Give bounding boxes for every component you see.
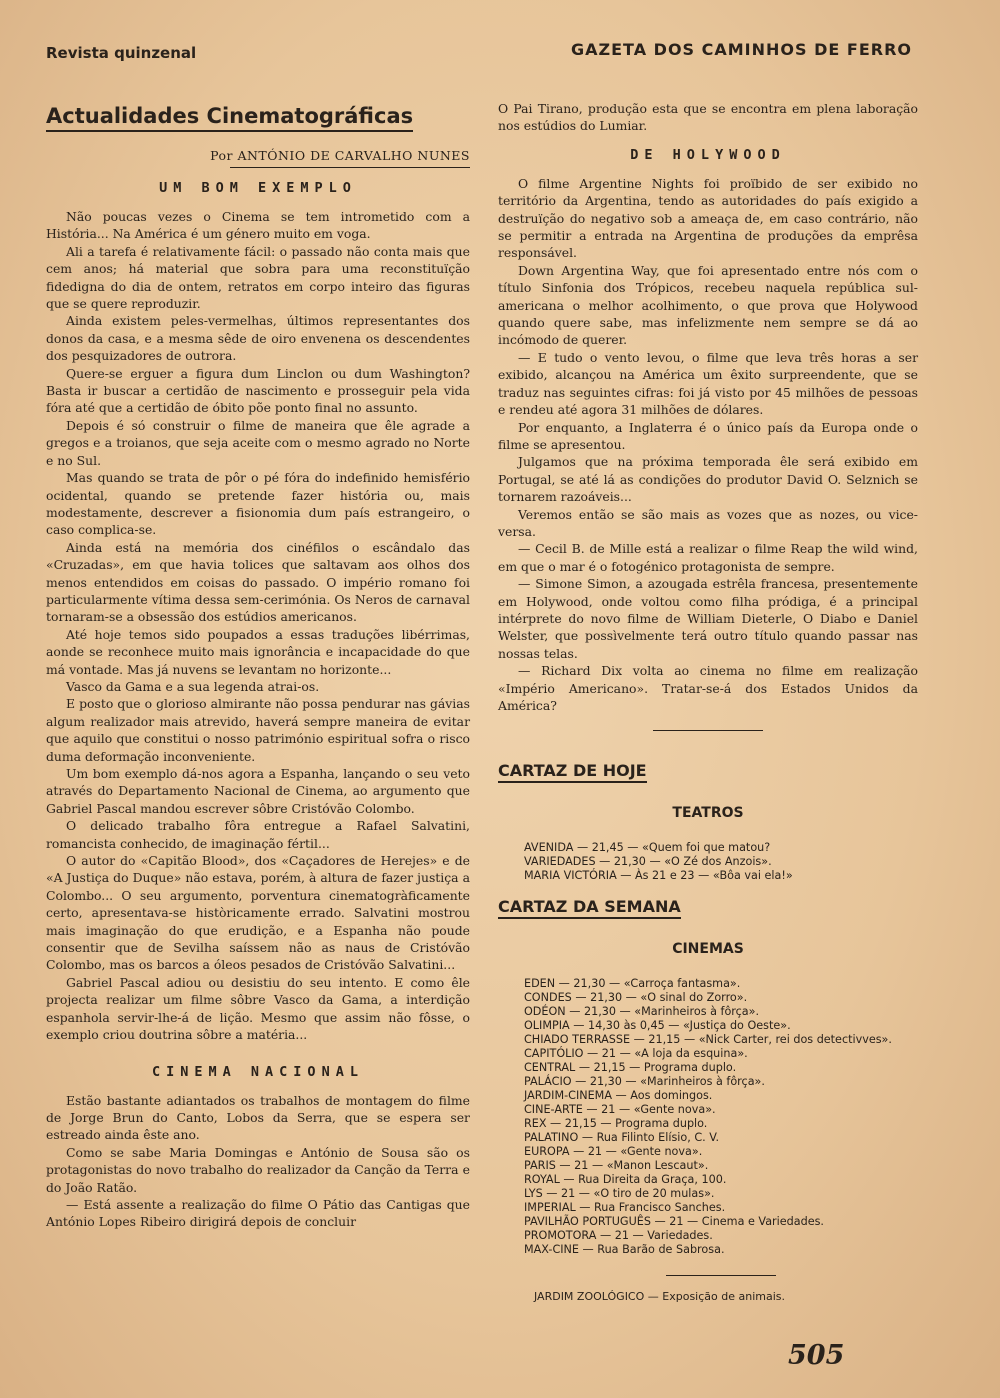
- list-item: MARIA VICTÓRIA — Às 21 e 23 — «Bôa vai ela!»: [524, 869, 793, 883]
- list-item: PAVILHÃO PORTUGUÊS — 21 — Cinema e Variedades.: [524, 1215, 824, 1229]
- left-column: [46, 100, 470, 1231]
- paragraph: Depois é só construir o filme de maneira que êle agrade a gregos e a troianos, que seja aceite com o mesmo agrado no Norte e no Sul.: [46, 417, 470, 468]
- paragraph: — Richard Dix volta ao cinema no filme em realização «Império Americano». Tratar-se-á dos Estados Unidos da América?: [498, 663, 918, 713]
- paragraph: Mas quando se trata de pôr o pé fóra do indefinido hemisfério ocidental, quando se pretende fazer história ou, mais modestamente, descrever a fisionomia dum país estrangeiro, o caso complica-se.: [46, 470, 470, 538]
- list-item: PARIS — 21 — «Manon Lescaut».: [524, 1159, 709, 1173]
- section-heading-um-bom-exemplo: UM BOM EXEMPLO: [159, 180, 357, 196]
- list-item: EUROPA — 21 — «Gente nova».: [524, 1145, 703, 1159]
- list-item: MAX-CINE — Rua Barão de Sabrosa.: [524, 1243, 725, 1257]
- page-number: 505: [788, 1340, 845, 1371]
- paragraph: Não poucas vezes o Cinema se tem intrometido com a História... Na América é um género muito em voga.: [46, 209, 470, 242]
- section-heading-cinema-nacional: CINEMA NACIONAL: [152, 1063, 364, 1080]
- paragraph: Ainda está na memória dos cinéfilos o escândalo das «Cruzadas», em que havia tolices que saltavam aos olhos dos menos entendidos em coisas do passado. O império romano foi particularmente vítima dessa sem-cerimónia. Os Neros de carnaval tornaram-se a obsessão dos estúdios americanos.: [46, 539, 470, 625]
- paragraph: O filme Argentine Nights foi proïbido de ser exibido no território da Argentina, tendo as autoridades do país exigido a destruïção do negativo sob a ameaça de, em caso contrário, não se permitir a entrada na Argentina de produções da emprêsa responsável.: [498, 175, 918, 261]
- divider: [653, 730, 763, 731]
- cartaz-semana-heading: CARTAZ DA SEMANA: [498, 897, 681, 919]
- header-right: GAZETA DOS CAMINHOS DE FERRO: [570, 40, 912, 59]
- paragraph: Por enquanto, a Inglaterra é o único país da Europa onde o filme se apresentou.: [498, 419, 918, 452]
- paragraph: Quere-se erguer a figura dum Linclon ou dum Washington? Basta ir buscar a certidão de nascimento e prosseguir pela vida fóra até que a certidão de óbito põe ponto final no assunto.: [46, 365, 470, 416]
- paragraph: Gabriel Pascal adiou ou desistiu do seu intento. E como êle projecta realizar um filme sôbre Vasco da Gama, a interdição espanhola servir-lhe-á de lição. Mesmo que assim não fôsse, o exemplo criou doutrina sôbre a matéria...: [46, 974, 470, 1043]
- header-left: Revista quinzenal: [46, 44, 197, 62]
- paragraph: — E tudo o vento levou, o filme que leva três horas a ser exibido, alcançou na América um êxito surpreendente, que se traduz nas seguintes cifras: foi já visto por 45 milhões de pessoas e rendeu até agora 31 milhões de dólares.: [498, 349, 918, 418]
- section-heading-de-holywood: DE HOLYWOOD: [630, 146, 786, 163]
- paragraph: Ainda existem peles-vermelhas, últimos representantes dos donos da casa, e a mesma sêde de oiro envenena os descendentes dos pesquizadores de outrora.: [46, 313, 470, 364]
- list-item: ROYAL — Rua Direita da Graça, 100.: [524, 1173, 727, 1187]
- section-body-um-bom-exemplo: [46, 208, 470, 1044]
- list-item: LYS — 21 — «O tiro de 20 mulas».: [524, 1187, 715, 1201]
- list-item: REX — 21,15 — Programa duplo.: [524, 1117, 708, 1131]
- list-item: CONDES — 21,30 — «O sinal do Zorro».: [524, 991, 748, 1005]
- paragraph: Julgamos que na próxima temporada êle será exibido em Portugal, se até lá as condições do produtor David O. Selznich se tornarem razoáveis...: [498, 454, 918, 505]
- paragraph: Até hoje temos sido poupados a essas traduções libérrimas, aonde se reconhece muito mais ignorância e incapacidade do que má vontade. Mas já nuvens se levantam no horizonte...: [46, 626, 470, 677]
- list-item: PALÁCIO — 21,30 — «Marinheiros à fôrça».: [524, 1075, 765, 1089]
- list-item: VARIEDADES — 21,30 — «O Zé dos Anzois».: [524, 855, 772, 869]
- jardim-zoologico-entry: JARDIM ZOOLÓGICO — Exposição de animais.: [534, 1290, 785, 1304]
- cinemas-list: [498, 977, 918, 1257]
- byline: [46, 148, 470, 168]
- paragraph: Como se sabe Maria Domingas e António de Sousa são os protagonistas do novo trabalho do realizador da Canção da Terra e do João Ratão.: [46, 1144, 470, 1195]
- list-item: PROMOTORA — 21 — Variedades.: [524, 1229, 713, 1243]
- paragraph: Um bom exemplo dá-nos agora a Espanha, lançando o seu veto através do Departamento Nacional de Cinema, ao argumento que Gabriel Pascal mandou escrever sôbre Cristóvão Colombo.: [46, 766, 470, 816]
- divider: [666, 1275, 776, 1276]
- list-item: AVENIDA — 21,45 — «Quem foi que matou?: [524, 841, 771, 855]
- paragraph: — Simone Simon, a azougada estrêla francesa, presentemente em Holywood, onde voltou como filha pródiga, é a principal intérprete do novo filme de William Dieterle, O Diabo e Daniel Welster, que possìvelmente terá outro título quando passar nas nossas telas.: [498, 576, 918, 661]
- list-item: CAPITÓLIO — 21 — «A loja da esquina».: [524, 1047, 748, 1061]
- list-item: CINE-ARTE — 21 — «Gente nova».: [524, 1103, 716, 1117]
- right-column: [498, 100, 918, 1303]
- paragraph: Down Argentina Way, que foi apresentado entre nós com o título Sinfonia dos Trópicos, recebeu naquela república sul-americana o melhor acolhimento, o que prova que Holywood quando quere sabe, mas infelizmente nem sempre se dá ao incómodo de querer.: [498, 262, 918, 348]
- list-item: CENTRAL — 21,15 — Programa duplo.: [524, 1061, 737, 1075]
- list-item: CHIADO TERRASSE — 21,15 — «Nick Carter, rei dos detectivves».: [524, 1033, 892, 1047]
- section-body-cinema-nacional: [46, 1092, 470, 1231]
- teatros-list: [498, 841, 918, 883]
- list-item: EDEN — 21,30 — «Carroça fantasma».: [524, 977, 741, 991]
- paragraph: — Cecil B. de Mille está a realizar o filme Reap the wild wind, em que o mar é o fotogénico protagonista de sempre.: [498, 541, 918, 574]
- paragraph: Estão bastante adiantados os trabalhos de montagem do filme de Jorge Brun do Canto, Lobos da Serra, que se espera ser estreado ainda êste ano.: [46, 1092, 470, 1143]
- paragraph: Veremos então se são mais as vozes que as nozes, ou vice-versa.: [498, 506, 918, 539]
- cinemas-heading: CINEMAS: [672, 941, 744, 958]
- list-item: IMPERIAL — Rua Francisco Sanches.: [524, 1201, 726, 1215]
- paragraph: O autor do «Capitão Blood», dos «Caçadores de Herejes» e de «A Justiça do Duque» não estava, porém, à altura de fazer justiça a Colombo... O seu argumento, porventura cinematogràficamente certo, apresentava-se històricamente errado. Salvatini mostrou mais imaginação do que erudição, e a Espanha não poude consentir que de Sevilha saíssem não as naus de Cristóvão Colombo, mas os barcos a óleos pesados de Cristóvão Salvatini...: [46, 853, 470, 973]
- teatros-heading: TEATROS: [672, 805, 744, 822]
- paragraph-continuation: O Pai Tirano, produção esta que se encontra em plena laboração nos estúdios do Lumiar.: [498, 101, 918, 134]
- section-body-de-holywood: [498, 175, 918, 715]
- paragraph: E posto que o glorioso almirante não possa pendurar nas gávias algum realizador mais atrevido, haverá sempre maneira de evitar que aquilo que constitui o nosso património espiritual sofra o risco duma deformação inconveniente.: [46, 696, 470, 764]
- list-item: ODÉON — 21,30 — «Marinheiros à fôrça».: [524, 1005, 760, 1019]
- byline-text: Por ANTÓNIO DE CARVALHO NUNES: [210, 148, 470, 163]
- cartaz-hoje-heading: CARTAZ DE HOJE: [498, 761, 647, 783]
- list-item: OLIMPIA — 14,30 às 0,45 — «Justiça do Oeste».: [524, 1019, 791, 1033]
- paragraph: O delicado trabalho fôra entregue a Rafael Salvatini, romancista conhecido, de imaginação fértil...: [46, 818, 470, 851]
- paragraph: Vasco da Gama e a sua legenda atrai-os.: [66, 678, 320, 694]
- paragraph: Ali a tarefa é relativamente fácil: o passado não conta mais que cem anos; há material que sobra para uma reconstituïção fidedigna do dia de ontem, retratos em corpo inteiro das figuras que se quere reproduzir.: [46, 243, 470, 312]
- list-item: PALATINO — Rua Filinto Elísio, C. V.: [524, 1131, 720, 1145]
- byline-rule: [230, 167, 470, 168]
- article-title: Actualidades Cinematográficas: [46, 104, 413, 132]
- paragraph: — Está assente a realização do filme O Pátio das Cantigas que António Lopes Ribeiro dirigirá depois de concluir: [46, 1196, 470, 1230]
- list-item: JARDIM-CINEMA — Aos domingos.: [524, 1089, 713, 1103]
